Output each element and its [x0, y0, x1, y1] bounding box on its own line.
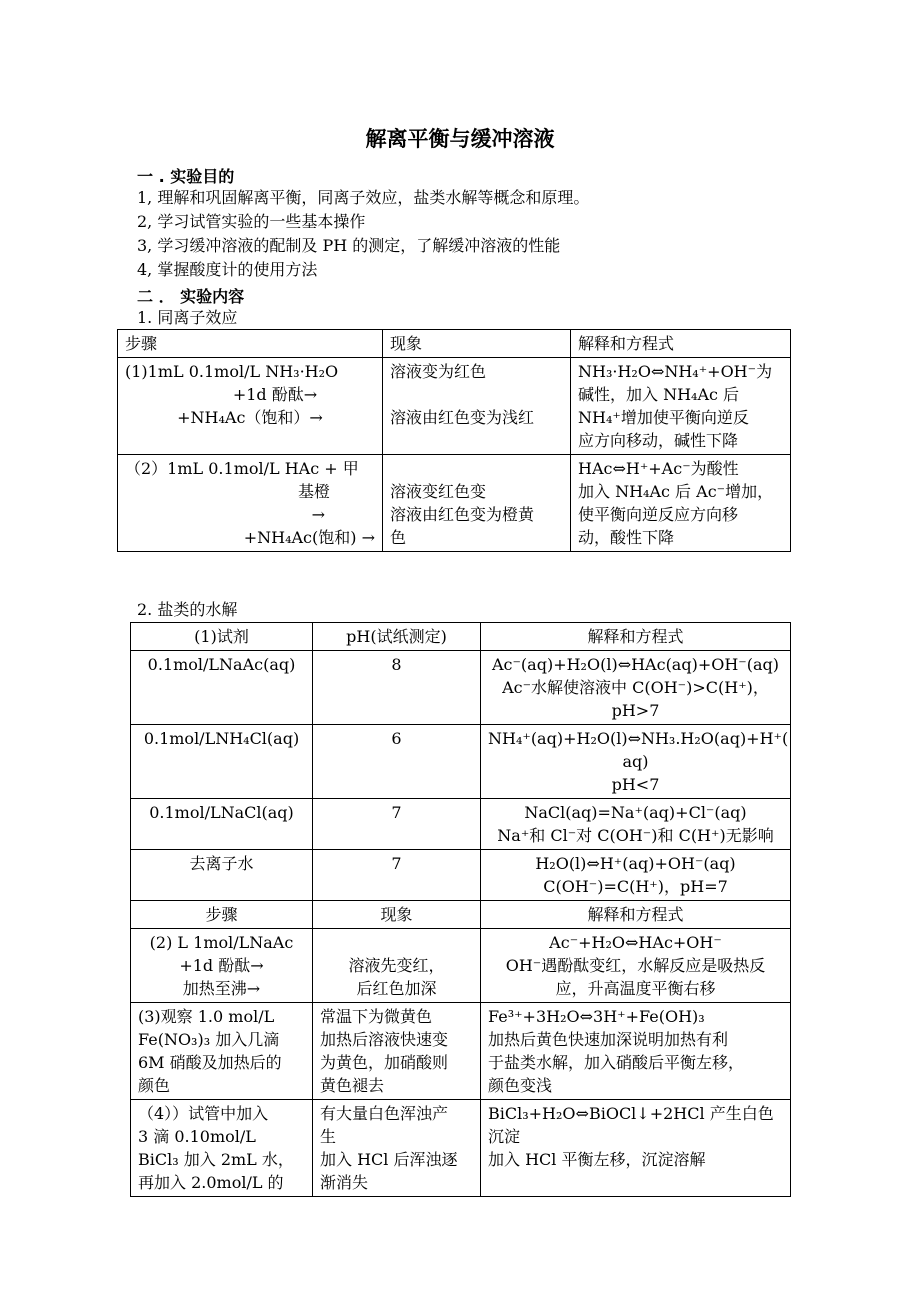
phenomenon-line: 渐消失: [320, 1173, 369, 1192]
header-cell: 解释和方程式: [481, 901, 791, 929]
explanation-line: 应方向移动，碱性下降: [578, 431, 739, 450]
explanation-cell: [481, 929, 791, 1003]
explanation-line: 沉淀: [488, 1127, 521, 1146]
step-line: (2) L 1mol/LNaAc: [149, 933, 294, 952]
explanation-line: 加热后黄色快速加深说明加热有利: [488, 1030, 729, 1049]
step-line: +1d 酚酞→: [232, 385, 318, 404]
explanation-line: BiCl₃+H₂O⇔BiOCl↓+2HCl 产生白色: [488, 1104, 774, 1123]
common-ion-table: [117, 329, 791, 552]
explanation-line: 碱性，加入 NH₄Ac 后: [578, 385, 740, 404]
step-cell: [131, 1003, 313, 1100]
reagent-cell: 0.1mol/LNaAc(aq): [131, 651, 313, 725]
phenomenon-cell: [383, 358, 571, 455]
explanation-line: 于盐类水解，加入硝酸后平衡左移，: [488, 1053, 745, 1072]
explanation-line: 使平衡向逆反应方向移: [578, 505, 739, 524]
explanation-line: Na⁺和 Cl⁻对 C(OH⁻)和 C(H⁺)无影响: [497, 826, 774, 845]
step-line: (1)1mL 0.1mol/L NH₃·H₂O: [125, 362, 339, 381]
explanation-line: 应，升高温度平衡右移: [555, 979, 716, 998]
phenomenon-cell: [313, 1003, 481, 1100]
phenomenon-line: 黄色褪去: [320, 1076, 385, 1095]
explanation-cell: [571, 358, 791, 455]
table-row: [131, 799, 791, 850]
step-line: 基橙: [297, 482, 330, 501]
page-title: 解离平衡与缓冲溶液: [365, 127, 555, 151]
explanation-line: pH<7: [611, 775, 660, 794]
objective-item: 3, 学习缓冲溶液的配制及 PH 的测定，了解缓冲溶液的性能: [137, 236, 561, 255]
header-cell: 步骤: [118, 330, 383, 358]
phenomenon-line: 后红色加深: [356, 979, 437, 998]
header-cell: (1)试剂: [131, 623, 313, 651]
step-line: 加热至沸→: [182, 979, 261, 998]
explanation-cell: [481, 1003, 791, 1100]
phenomenon-line: 为黄色，加硝酸则: [320, 1053, 449, 1072]
ph-cell: 7: [313, 850, 481, 901]
explanation-cell: [481, 725, 791, 799]
explanation-line: Ac⁻(aq)+H₂O(l)⇔HAc(aq)+OH⁻(aq): [491, 655, 780, 674]
explanation-line: NH₃·H₂O⇔NH₄⁺+OH⁻为: [578, 362, 773, 381]
section-heading-contents: 二 ． 实验内容: [137, 287, 245, 306]
header-cell: 解释和方程式: [481, 623, 791, 651]
hydrolysis-table: [130, 622, 791, 1197]
explanation-line: 加入 HCl 平衡左移，沉淀溶解: [488, 1150, 706, 1169]
table-header-row: [118, 330, 791, 358]
explanation-line: pH>7: [611, 701, 660, 720]
section-heading-objectives: 一 . 实验目的: [137, 167, 235, 186]
objective-item: 4, 掌握酸度计的使用方法: [137, 260, 318, 279]
explanation-line: C(OH⁻)=C(H⁺)，pH=7: [543, 877, 728, 896]
explanation-line: HAc⇔H⁺+Ac⁻为酸性: [578, 459, 739, 478]
table-row: [118, 455, 791, 552]
phenomenon-cell: [313, 1100, 481, 1197]
table-row: [131, 1003, 791, 1100]
table-header-row: [131, 901, 791, 929]
explanation-line: 加入 NH₄Ac 后 Ac⁻增加，: [578, 482, 774, 501]
explanation-line: NH₄⁺增加使平衡向逆反: [578, 408, 749, 427]
phenomenon-line: 溶液变为红色: [390, 362, 487, 381]
explanation-line: OH⁻遇酚酞变红，水解反应是吸热反: [505, 956, 766, 975]
phenomenon-line: 有大量白色浑浊产: [320, 1104, 449, 1123]
table-header-row: [131, 623, 791, 651]
explanation-cell: [571, 455, 791, 552]
table-row: [131, 725, 791, 799]
step-cell: [118, 455, 383, 552]
ph-cell: 7: [313, 799, 481, 850]
explanation-cell: [481, 651, 791, 725]
explanation-line: 颜色变浅: [488, 1076, 553, 1095]
table-row: [131, 929, 791, 1003]
header-cell: 步骤: [131, 901, 313, 929]
table-row: [131, 1100, 791, 1197]
phenomenon-cell: [383, 455, 571, 552]
header-cell: 现象: [383, 330, 571, 358]
explanation-cell: [481, 850, 791, 901]
explanation-line: H₂O(l)⇔H⁺(aq)+OH⁻(aq): [535, 854, 736, 873]
explanation-line: NH₄⁺(aq)+H₂O(l)⇔NH₃.H₂O(aq)+H⁺(: [488, 729, 789, 748]
explanation-cell: [481, 1100, 791, 1197]
step-line: (3)观察 1.0 mol/L: [138, 1007, 275, 1026]
explanation-line: NaCl(aq)=Na⁺(aq)+Cl⁻(aq): [524, 803, 747, 822]
explanation-cell: [481, 799, 791, 850]
step-line: （4））试管中加入: [138, 1104, 269, 1123]
reagent-cell: 去离子水: [131, 850, 313, 901]
step-cell: [131, 1100, 313, 1197]
phenomenon-line: 加入 HCl 后浑浊逐: [320, 1150, 458, 1169]
header-cell: 现象: [313, 901, 481, 929]
reagent-cell: 0.1mol/LNH₄Cl(aq): [131, 725, 313, 799]
ph-cell: 6: [313, 725, 481, 799]
step-line: 再加入 2.0mol/L 的: [138, 1173, 284, 1192]
explanation-line: Ac⁻水解使溶液中 C(OH⁻)>C(H⁺)，: [502, 678, 769, 697]
objective-item: 2, 学习试管实验的一些基本操作: [137, 212, 366, 231]
table-row: [131, 651, 791, 725]
table-row: [131, 850, 791, 901]
header-cell: 解释和方程式: [571, 330, 791, 358]
step-line: +1d 酚酞→: [179, 956, 264, 975]
explanation-line: Ac⁻+H₂O⇔HAc+OH⁻: [549, 933, 722, 952]
objective-item: 1, 理解和巩固解离平衡，同离子效应，盐类水解等概念和原理。: [137, 188, 590, 207]
phenomenon-cell: [313, 929, 481, 1003]
step-line: （2）1mL 0.1mol/L HAc + 甲: [125, 459, 359, 478]
table-row: [118, 358, 791, 455]
phenomenon-line: 溶液先变红，: [348, 956, 445, 975]
phenomenon-line: 生: [320, 1127, 337, 1146]
part2-label: 2. 盐类的水解: [137, 600, 238, 619]
step-line: 3 滴 0.10mol/L: [138, 1127, 256, 1146]
phenomenon-line: 溶液由红色变为橙黄: [390, 505, 535, 524]
part1-label: 1. 同离子效应: [137, 308, 238, 327]
step-line: Fe(NO₃)₃ 加入几滴: [138, 1030, 280, 1049]
phenomenon-line: 加热后溶液快速变: [320, 1030, 449, 1049]
step-line: +NH₄Ac(饱和) →: [243, 528, 375, 547]
step-line: →: [311, 505, 325, 524]
step-line: BiCl₃ 加入 2mL 水，: [138, 1150, 294, 1169]
step-line: +NH₄Ac（饱和）→: [177, 408, 323, 427]
step-line: 6M 硝酸及加热后的: [138, 1053, 282, 1072]
phenomenon-line: 溶液变红色变: [390, 482, 487, 501]
explanation-line: aq): [622, 752, 649, 771]
phenomenon-line: 常温下为微黄色: [320, 1007, 433, 1026]
step-cell: [118, 358, 383, 455]
ph-cell: 8: [313, 651, 481, 725]
reagent-cell: 0.1mol/LNaCl(aq): [131, 799, 313, 850]
header-cell: pH(试纸测定): [313, 623, 481, 651]
phenomenon-line: 溶液由红色变为浅红: [390, 408, 535, 427]
phenomenon-line: 色: [390, 528, 407, 547]
explanation-line: Fe³⁺+3H₂O⇔3H⁺+Fe(OH)₃: [488, 1007, 705, 1026]
step-cell: [131, 929, 313, 1003]
explanation-line: 动，酸性下降: [578, 528, 675, 547]
step-line: 颜色: [138, 1076, 171, 1095]
